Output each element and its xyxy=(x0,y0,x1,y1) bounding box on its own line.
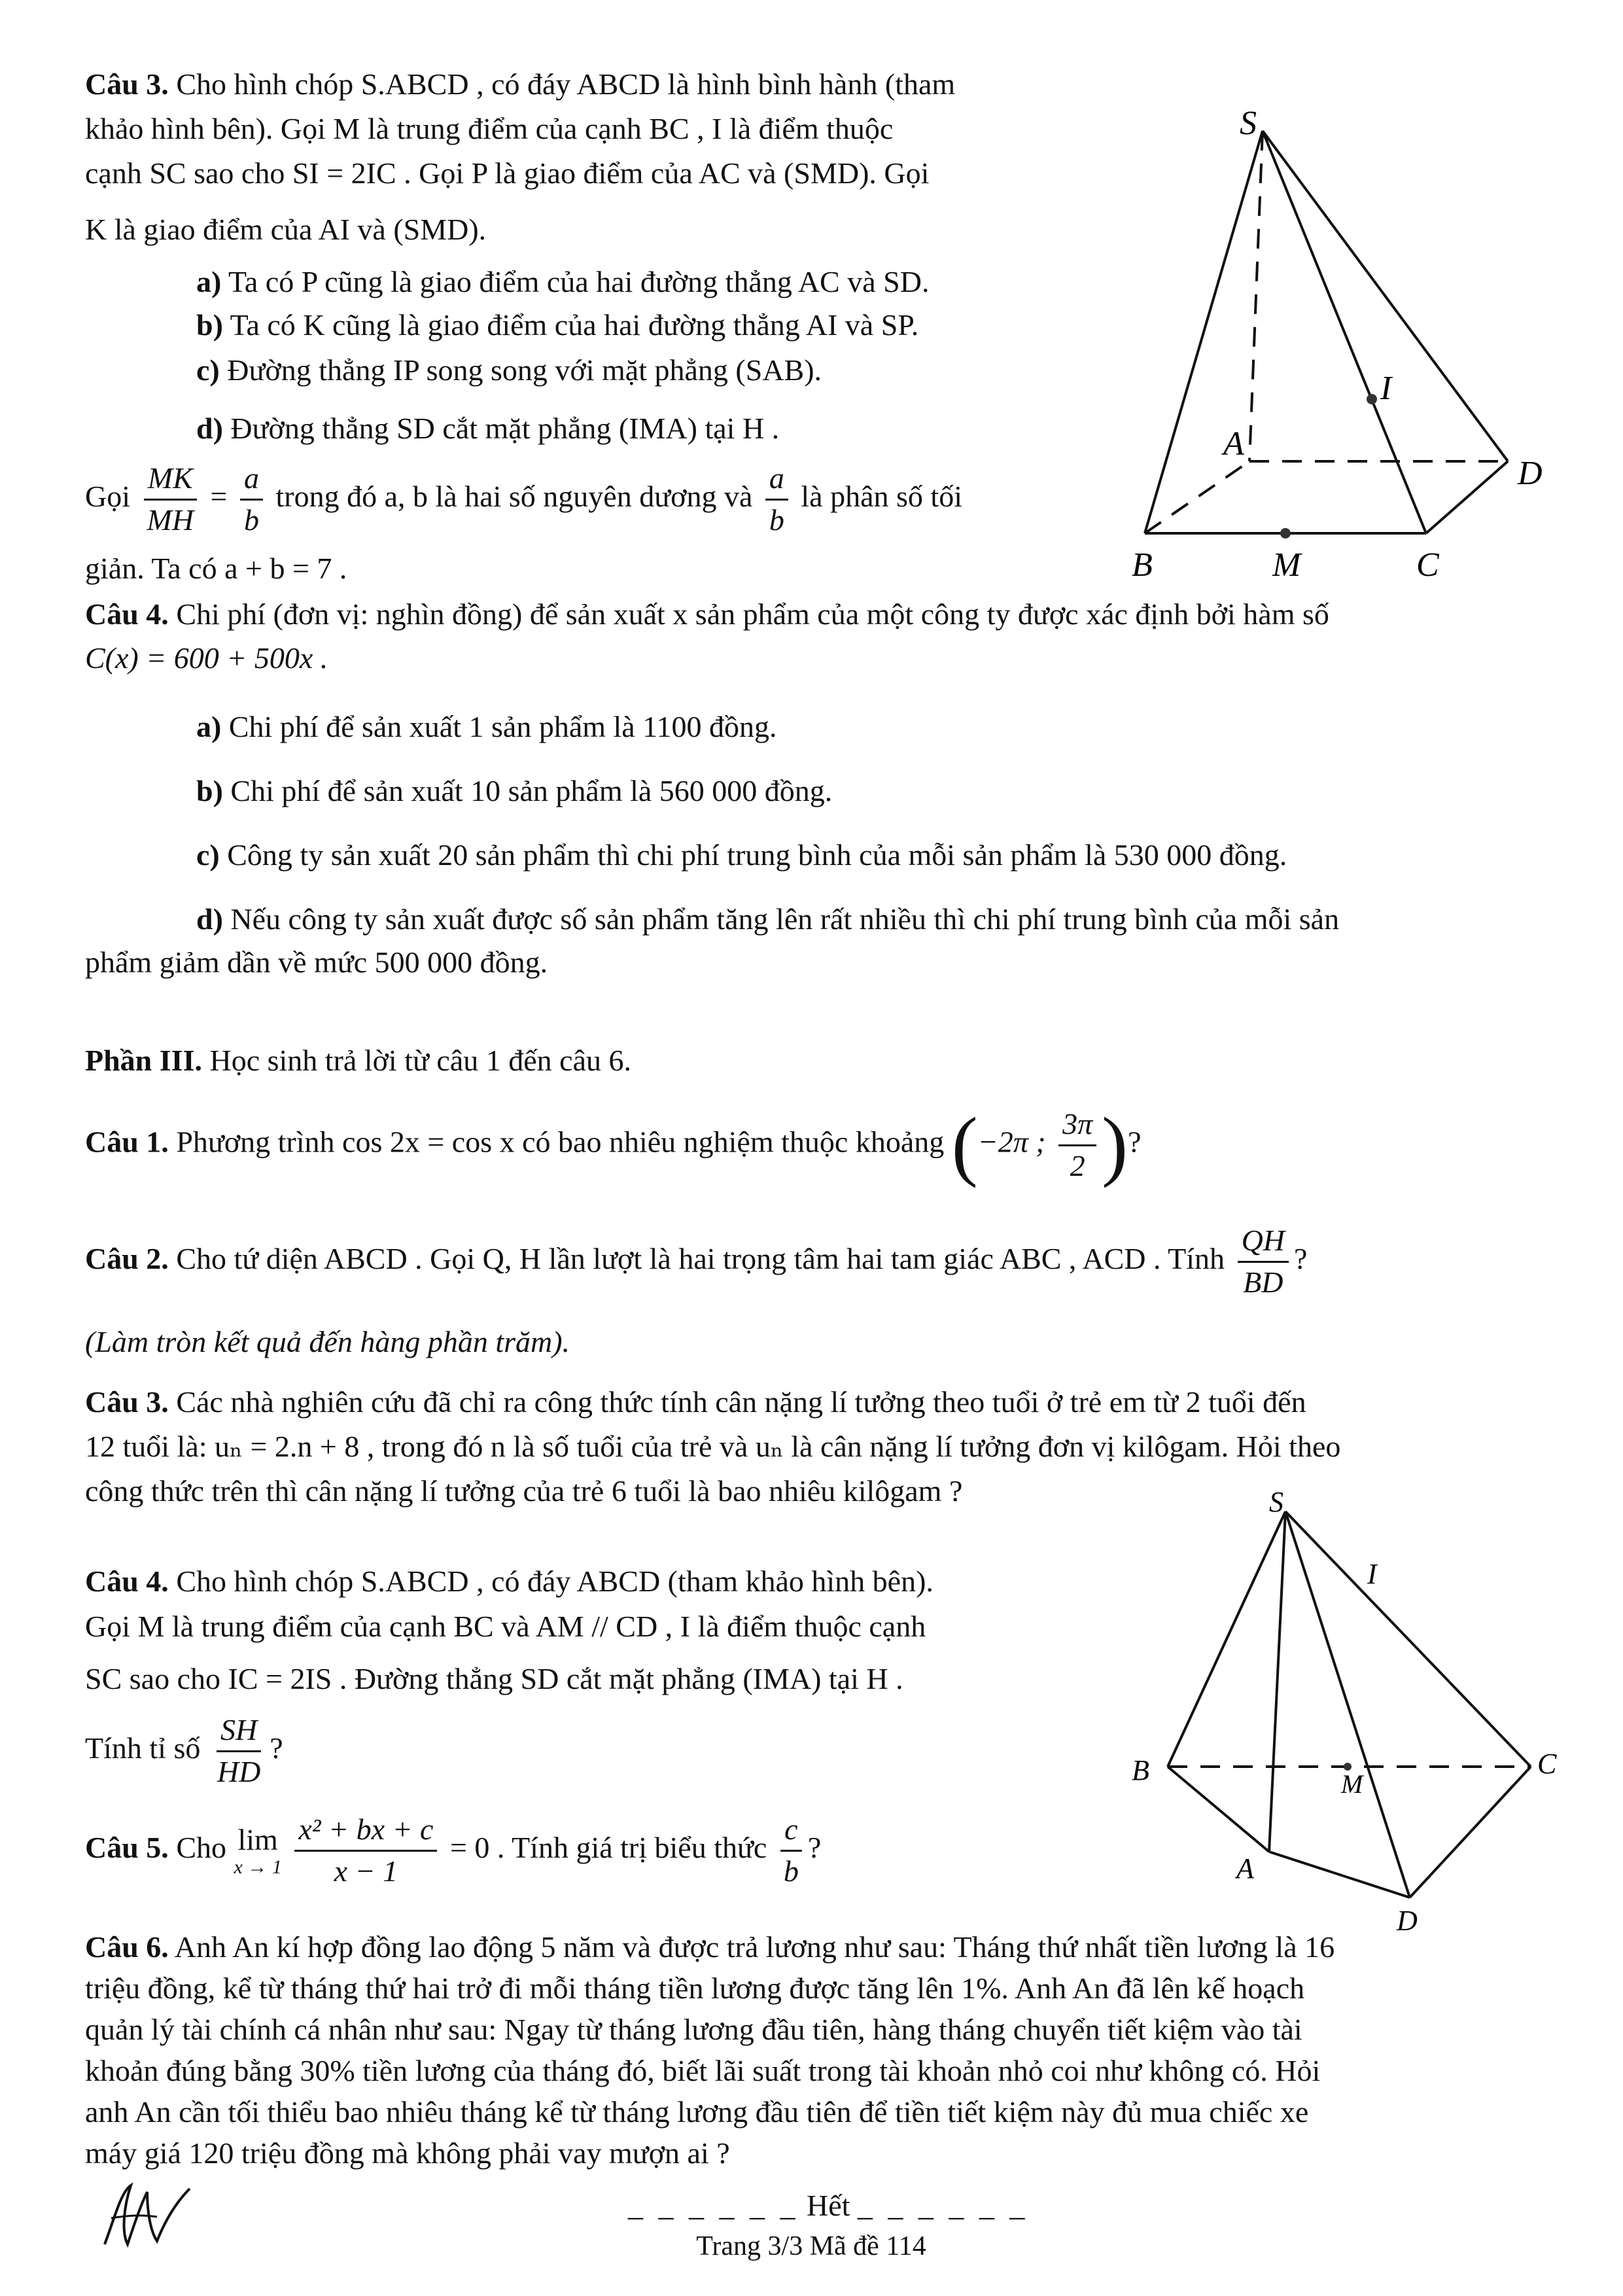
pyramid-figure-1 xyxy=(1132,105,1550,602)
item-text: Ta có P cũng là giao điểm của hai đường thẳng AC và SD. xyxy=(228,265,930,298)
b2-note-text: (Làm tròn kết quả đến hàng phần trăm). xyxy=(85,1325,570,1358)
b6-line1 xyxy=(85,1927,1335,1968)
part3-heading-line xyxy=(85,1040,631,1081)
b4-line2: Gọi M là trung điểm của cạnh BC và AM // CD , I là điểm thuộc cạnh xyxy=(85,1610,926,1643)
edge-SA xyxy=(1249,131,1263,461)
b2-note xyxy=(85,1322,570,1362)
edge-AD xyxy=(1269,1852,1410,1898)
a-b-fraction xyxy=(240,461,263,538)
b1-text: Phương trình cos 2x = cos x có bao nhiêu nghiệm thuộc khoảng xyxy=(176,1125,945,1159)
qmark: ? xyxy=(807,1830,822,1864)
item-text: Chi phí để sản xuất 10 sản phẩm là 560 000 đồng. xyxy=(230,774,833,807)
qh-bd-fraction xyxy=(1238,1224,1289,1300)
edge-CD xyxy=(1426,461,1508,533)
b3-line2: 12 tuổi là: uₙ = 2.n + 8 , trong đó n là số tuổi của trẻ và uₙ là cân nặng lí tưởng đơn vị kilôgam. Hỏi theo xyxy=(85,1430,1341,1463)
q3a-line2: khảo hình bên). Gọi M là trung điểm của cạnh BC , I là điểm thuộc xyxy=(85,112,894,145)
footer-page: Trang 3/3 Mã đề 114 xyxy=(696,2231,926,2261)
limit-fraction xyxy=(294,1812,437,1889)
b6-line4: khoản đúng bằng 30% tiền lương của tháng đó, biết lãi suất trong tài khoản nhỏ coi như không có. Hỏi xyxy=(85,2054,1321,2087)
frac-den: HD xyxy=(217,1754,261,1788)
label-M: M xyxy=(1272,546,1301,584)
frac-den: MH xyxy=(147,503,194,537)
label-M: M xyxy=(1341,1769,1363,1799)
q4a-item-d xyxy=(196,899,1339,940)
lim-sub: x → 1 xyxy=(234,1856,282,1879)
interval-left: −2π ; xyxy=(977,1125,1046,1159)
b6-line3: quản lý tài chính cá nhân như sau: Ngay từ tháng lương đầu tiên, hàng tháng chuyển tiết kiệm vào tài xyxy=(85,2013,1302,2046)
q3a-intro-1: Cho hình chóp S.ABCD , có đáy ABCD là hình bình hành (tham xyxy=(176,67,956,101)
lim-text: lim xyxy=(237,1822,278,1856)
dash-right: _ _ _ _ _ _ xyxy=(857,2189,1029,2222)
part3-heading: Phần III. xyxy=(85,1044,202,1077)
qmark: ? xyxy=(1128,1125,1142,1159)
three-pi-over-two xyxy=(1058,1107,1096,1184)
item-text: Công ty sản xuất 20 sản phẩm thì chi phí trung bình của mỗi sản phẩm là 530 000 đồng. xyxy=(227,838,1287,872)
b4-ratio-line xyxy=(85,1713,283,1790)
a-b-fraction-2 xyxy=(765,461,788,538)
qmark: ? xyxy=(1294,1241,1308,1275)
frac-den: b xyxy=(769,503,784,537)
label-C: C xyxy=(1537,1748,1557,1780)
b1-line xyxy=(85,1101,1142,1188)
b4-label: Câu 4. xyxy=(85,1564,169,1598)
b5-label: Câu 5. xyxy=(85,1830,169,1864)
item-label: c) xyxy=(196,838,220,872)
label-D: D xyxy=(1518,455,1543,492)
signature-mark xyxy=(92,2179,209,2257)
frac-den: BD xyxy=(1243,1265,1283,1299)
b3-line1 xyxy=(85,1382,1306,1422)
b4-line3: SC sao cho IC = 2IS . Đường thẳng SD cắt mặt phẳng (IMA) tại H . xyxy=(85,1662,903,1695)
b6-text1: Anh An kí hợp đồng lao động 5 năm và được trả lương như sau: Tháng thứ nhất tiền lương là 16 xyxy=(174,1930,1335,1964)
q4a-label: Câu 4. xyxy=(85,597,169,631)
q4a-item-d-cont: phẩm giảm dần về mức 500 000 đồng. xyxy=(85,945,548,979)
ratio-prefix: Gọi xyxy=(85,479,130,513)
limit-operator xyxy=(234,1824,282,1879)
b6-label: Câu 6. xyxy=(85,1930,169,1964)
q4a-item-a xyxy=(196,707,777,747)
cost-function: C(x) = 600 + 500x . xyxy=(85,641,328,675)
label-I: I xyxy=(1380,370,1392,407)
frac-num: x² + bx + c xyxy=(294,1812,437,1852)
label-C: C xyxy=(1416,546,1439,584)
equals: = xyxy=(210,479,228,513)
label-S: S xyxy=(1269,1486,1283,1518)
edge-SC xyxy=(1263,131,1426,533)
label-A: A xyxy=(1223,425,1244,463)
edge-BA xyxy=(1168,1767,1269,1852)
b2-label: Câu 2. xyxy=(85,1241,169,1275)
edge-SD xyxy=(1285,1511,1410,1898)
paren-right: ) xyxy=(1102,1101,1128,1188)
edge-SB xyxy=(1168,1511,1285,1767)
q3a-item-a xyxy=(196,262,929,302)
item-label: b) xyxy=(196,774,223,807)
b6-line2: triệu đồng, kể từ tháng thứ hai trở đi mỗi tháng tiền lương được tăng lên 1%. Anh An đã lên kế hoạch xyxy=(85,1971,1305,2005)
frac-num: a xyxy=(765,461,788,501)
b1-label: Câu 1. xyxy=(85,1125,169,1159)
frac-num: 3π xyxy=(1058,1107,1096,1146)
label-D: D xyxy=(1397,1905,1418,1937)
item-label: d) xyxy=(196,412,223,445)
item-text: Nếu công ty sản xuất được số sản phẩm tăng lên rất nhiều thì chi phí trung bình của mỗi sản xyxy=(230,902,1340,936)
dash-left: _ _ _ _ _ _ xyxy=(628,2189,799,2222)
mk-mh-fraction xyxy=(143,461,198,538)
b6-line5: anh An cần tối thiểu bao nhiêu tháng kể từ tháng lương đầu tiên để tiền tiết kiệm này đủ mua chiếc xe xyxy=(85,2095,1309,2128)
q3a-line4: K là giao điểm của AI và (SMD). xyxy=(85,213,487,246)
item-label: b) xyxy=(196,308,223,342)
q4a-text1: Chi phí (đơn vị: nghìn đồng) để sản xuất x sản phẩm của một công ty được xác định bởi hàm số xyxy=(176,597,1329,631)
item-label: c) xyxy=(196,353,220,387)
frac-den: x − 1 xyxy=(334,1854,398,1888)
b6-line6: máy giá 120 triệu đồng mà không phải vay mượn ai ? xyxy=(85,2136,730,2170)
b3-text1: Các nhà nghiên cứu đã chỉ ra công thức tính cân nặng lí tưởng theo tuổi ở trẻ em từ 2 tuổi đến xyxy=(176,1385,1306,1419)
label-B: B xyxy=(1132,546,1153,584)
edge-SB xyxy=(1145,131,1263,533)
q4a-item-c xyxy=(196,835,1287,875)
point-I xyxy=(1367,394,1377,404)
b5-eq: = 0 . Tính giá trị biểu thức xyxy=(449,1830,767,1864)
b5-prefix: Cho xyxy=(176,1830,226,1864)
c-b-fraction xyxy=(780,1812,803,1889)
q3a-last-line: giản. Ta có a + b = 7 . xyxy=(85,552,347,585)
frac-num: c xyxy=(780,1812,801,1852)
footer-end xyxy=(628,2185,1029,2226)
point-M xyxy=(1280,528,1291,539)
part3-text: Học sinh trả lời từ câu 1 đến câu 6. xyxy=(209,1044,631,1077)
label-S: S xyxy=(1240,105,1257,142)
end-text: Hết xyxy=(807,2189,850,2222)
b2-line xyxy=(85,1224,1307,1300)
q4a-line1 xyxy=(85,594,1329,635)
q3a-item-d xyxy=(196,408,779,449)
q3a-line1 xyxy=(85,64,955,105)
edge-SD xyxy=(1263,131,1508,461)
item-text: Đường thẳng SD cắt mặt phẳng (IMA) tại H . xyxy=(230,412,780,445)
ratio-suffix: là phân số tối xyxy=(801,479,962,513)
frac-num: SH xyxy=(217,1713,261,1752)
q3a-line3: cạnh SC sao cho SI = 2IC . Gọi P là giao điểm của AC và (SMD). Gọi xyxy=(85,156,930,190)
edge-SA xyxy=(1269,1511,1285,1852)
qmark: ? xyxy=(270,1731,283,1765)
label-I: I xyxy=(1367,1558,1377,1590)
frac-num: a xyxy=(240,461,263,501)
b2-text: Cho tứ diện ABCD . Gọi Q, H lần lượt là hai trọng tâm hai tam giác ABC , ACD . Tính xyxy=(176,1241,1225,1275)
q3a-label: Câu 3. xyxy=(85,67,169,101)
label-B: B xyxy=(1132,1754,1149,1786)
q3a-item-c xyxy=(196,350,822,391)
b4-text1: Cho hình chóp S.ABCD , có đáy ABCD (tham khảo hình bên). xyxy=(176,1564,934,1598)
b3-line3: công thức trên thì cân nặng lí tưởng của trẻ 6 tuổi là bao nhiêu kilôgam ? xyxy=(85,1474,963,1508)
pyramid-figure-2 xyxy=(1119,1485,1577,1937)
item-text: Đường thẳng IP song song với mặt phẳng (SAB). xyxy=(227,353,822,387)
frac-den: 2 xyxy=(1070,1148,1085,1182)
item-text: Ta có K cũng là giao điểm của hai đường thẳng AI và SP. xyxy=(230,308,919,342)
frac-num: QH xyxy=(1238,1224,1289,1263)
item-label: a) xyxy=(196,710,222,743)
frac-num: MK xyxy=(144,461,197,501)
item-label: d) xyxy=(196,902,223,936)
ratio-mid: trong đó a, b là hai số nguyên dương và xyxy=(275,479,753,513)
item-text: Chi phí để sản xuất 1 sản phẩm là 1100 đồng. xyxy=(228,710,777,743)
item-label: a) xyxy=(196,265,222,298)
edge-SC xyxy=(1285,1511,1531,1767)
label-A: A xyxy=(1236,1852,1254,1884)
b3-label: Câu 3. xyxy=(85,1385,169,1419)
edge-AB xyxy=(1145,461,1249,533)
q3a-ratio-line xyxy=(85,461,962,538)
b4-line1 xyxy=(85,1561,934,1602)
frac-den: b xyxy=(244,503,259,537)
b5-line xyxy=(85,1812,821,1889)
edge-DC xyxy=(1410,1767,1531,1898)
q3a-item-b xyxy=(196,305,918,345)
frac-den: b xyxy=(783,1854,799,1888)
sh-hd-fraction xyxy=(213,1713,264,1790)
ratio-prefix: Tính tỉ số xyxy=(85,1731,201,1765)
q4a-item-b xyxy=(196,771,832,811)
paren-left: ( xyxy=(951,1101,978,1188)
q4a-line2 xyxy=(85,638,328,679)
